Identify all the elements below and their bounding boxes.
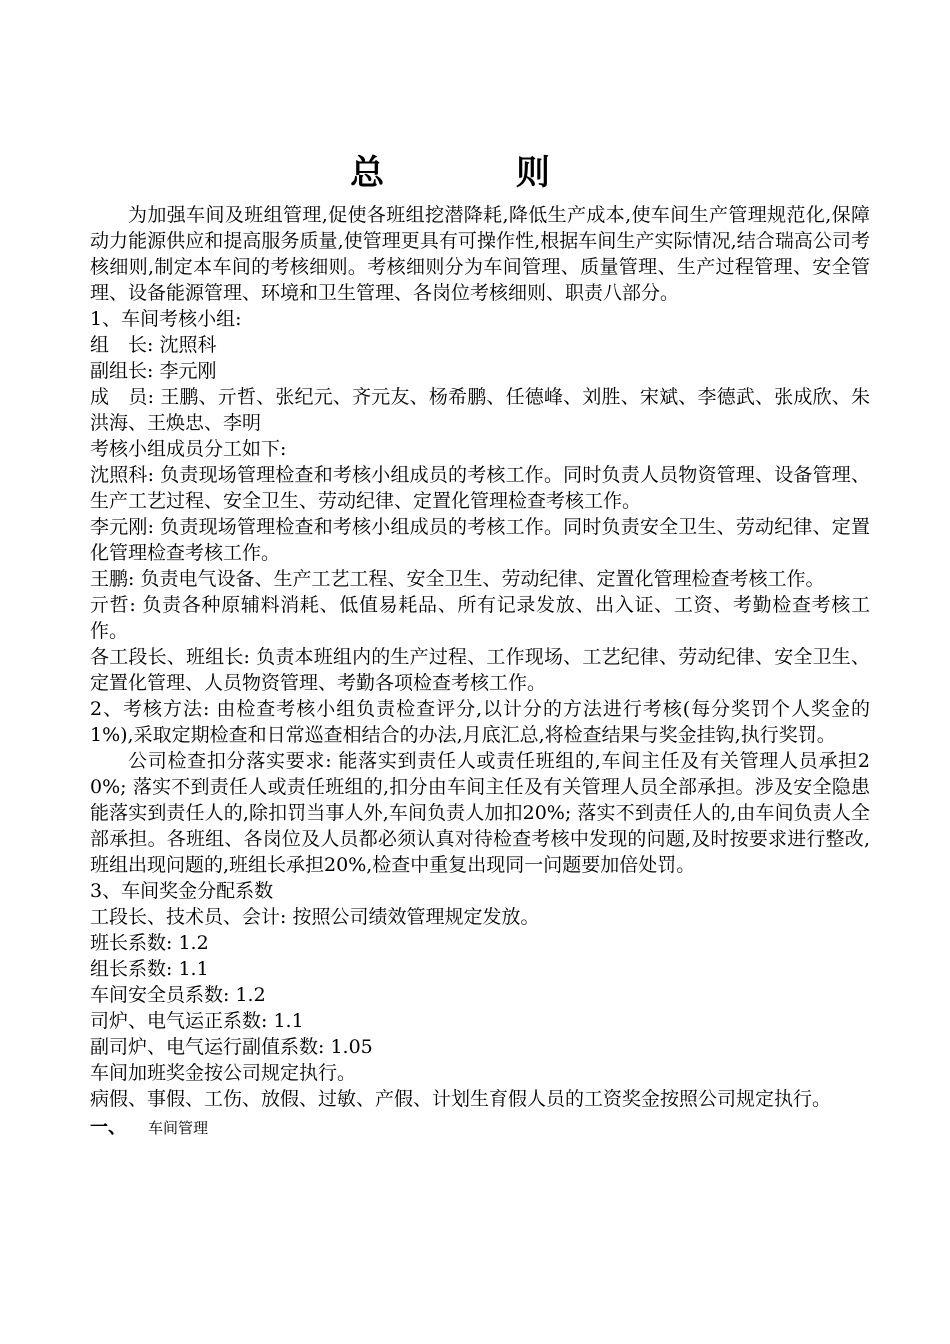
- section-heading: [90, 1116, 870, 1140]
- bonus-line: 车间安全员系数: 1.2: [90, 984, 266, 1006]
- bonus-line: 车间加班奖金按公司规定执行。: [90, 1062, 357, 1084]
- bonus-line: 工段长、技术员、会计: 按照公司绩效管理规定发放。: [90, 906, 540, 928]
- team-leader: 组 长: 沈照科: [90, 334, 217, 356]
- bonus-line: 病假、事假、工伤、放假、过敏、产假、计划生育假人员的工资奖金按照公司规定执行。: [90, 1088, 832, 1110]
- intro-paragraph: 为加强车间及班组管理,促使各班组挖潜降耗,降低生产成本,使车间生产管理规范化,保障动力能源供应和提高服务质量,使管理更具有可操作性,根据车间生产实际情况,结合瑞高公司考核细则,制定本车间的考核细则。考核细则分为车间管理、质量管理、生产过程管理、安全管理、设备能源管理、环境和卫生管理、各岗位考核细则、职责八部分。: [90, 204, 870, 304]
- duty-item: 王鹏: 负责电气设备、生产工艺工程、安全卫生、劳动纪律、定置化管理检查考核工作。: [90, 568, 825, 590]
- bonus-line: 班长系数: 1.2: [90, 932, 209, 954]
- team-deputy: 副组长: 李元刚: [90, 360, 217, 382]
- section-label: 车间管理: [148, 1119, 209, 1137]
- bonus-line: 组长系数: 1.1: [90, 958, 209, 980]
- duty-item: 李元刚: 负责现场管理检查和考核小组成员的考核工作。同时负责安全卫生、劳动纪律、定置化管理检查考核工作。: [90, 516, 870, 564]
- requirement-paragraph: 公司检查扣分落实要求: 能落实到责任人或责任班组的,车间主任及有关管理人员承担20%; 落实不到责任人或责任班组的,扣分由车间主任及有关管理人员全部承担。涉及安全隐患能落实到责任人的,除扣罚当事人外,车间负责人加扣20%; 落实不到责任人的,由车间负责人全部承担。各班组、各岗位及人员都必须认真对待检查考核中发现的问题,及时按要求进行整改,班组出现问题的,班组长承担20%,检查中重复出现同一问题要加倍处罚。: [90, 750, 870, 876]
- bonus-line: 司炉、电气运正系数: 1.1: [90, 1010, 304, 1032]
- document-page: [90, 150, 870, 1140]
- method-paragraph: 2、考核方法: 由检查考核小组负责检查评分,以计分的方法进行考核(每分奖罚个人奖金的1%),采取定期检查和日常巡查相结合的办法,月底汇总,将检查结果与奖金挂钩,执行奖罚。: [90, 698, 870, 746]
- duty-item: 沈照科: 负责现场管理检查和考核小组成员的考核工作。同时负责人员物资管理、设备管理、生产工艺过程、安全卫生、劳动纪律、定置化管理检查考核工作。: [90, 464, 870, 512]
- team-members: 成 员: 王鹏、亓哲、张纪元、齐元友、杨希鹏、任德峰、刘胜、宋斌、李德武、张成欣、朱洪海、王焕忠、李明: [90, 386, 870, 434]
- duty-item: 亓哲: 负责各种原辅料消耗、低值易耗品、所有记录发放、出入证、工资、考勤检查考核工作。: [90, 594, 870, 642]
- duty-item: 各工段长、班组长: 负责本班组内的生产过程、工作现场、工艺纪律、劳动纪律、安全卫生、定置化管理、人员物资管理、考勤各项检查考核工作。: [90, 646, 870, 694]
- page-title: 总 则: [350, 153, 610, 193]
- duty-heading: 考核小组成员分工如下:: [90, 438, 287, 460]
- bonus-heading: 3、车间奖金分配系数: [90, 880, 274, 902]
- bonus-line: 副司炉、电气运行副值系数: 1.05: [90, 1036, 373, 1058]
- team-heading: 1、车间考核小组:: [90, 308, 242, 330]
- section-number: 一、: [90, 1117, 126, 1138]
